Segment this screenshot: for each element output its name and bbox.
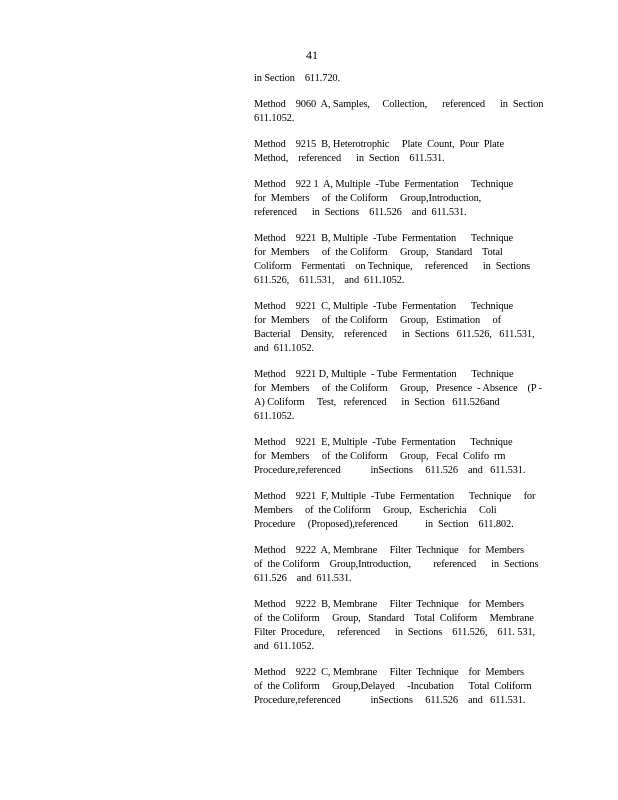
page-number: 41 <box>306 48 318 62</box>
paragraph <box>254 72 540 86</box>
text-line: Method 922 1 A, Multiple -Tube Fermentation Technique <box>254 179 514 190</box>
paragraph <box>254 138 540 166</box>
text-line: Method 9221 F, Multiple -Tube Fermentation Technique for <box>254 491 536 502</box>
text-line: Method, referenced in Section 611.531. <box>254 153 445 164</box>
paragraph <box>254 436 540 478</box>
text-line: Method 9222 A, Membrane Filter Technique for Members <box>254 545 524 556</box>
text-line: Method 9221 D, Multiple - Tube Fermentation Technique <box>254 369 514 380</box>
paragraph <box>254 232 540 288</box>
text-line: Method 9222 C, Membrane Filter Technique for Members <box>254 667 524 678</box>
text-line: A) Coliform Test, referenced in Section 611.526and <box>254 397 500 408</box>
paragraph <box>254 300 540 356</box>
paragraph <box>254 544 540 586</box>
text-line: Procedure (Proposed),referenced in Section 611.802. <box>254 519 514 530</box>
paragraph <box>254 178 540 220</box>
text-line: 611.1052. <box>254 411 295 422</box>
text-line: Method 9060 A, Samples, Collection, referenced in Section <box>254 99 544 110</box>
text-line: Coliform Fermentati on Technique, referenced in Sections <box>254 261 531 272</box>
text-line: 611.1052. <box>254 113 295 124</box>
paragraph <box>254 666 540 708</box>
text-line: Filter Procedure, referenced in Sections 611.526, 611. 531, <box>254 627 536 638</box>
text-line: 611.526 and 611.531. <box>254 573 352 584</box>
text-line: in Section 611.720. <box>254 73 341 84</box>
text-line: 611.526, 611.531, and 611.1052. <box>254 275 405 286</box>
text-line: referenced in Sections 611.526 and 611.531. <box>254 207 467 218</box>
text-line: Method 9222 B, Membrane Filter Technique for Members <box>254 599 524 610</box>
text-line: Members of the Coliform Group, Escherichia Coli <box>254 505 497 516</box>
text-line: for Members of the Coliform Group, Fecal Colifo rm <box>254 451 506 462</box>
text-line: and 611.1052. <box>254 641 314 652</box>
paragraph <box>254 490 540 532</box>
text-line: for Members of the Coliform Group, Estimation of <box>254 315 501 326</box>
text-line: Method 9221 E, Multiple -Tube Fermentation Technique <box>254 437 513 448</box>
text-line: for Members of the Coliform Group, Standard Total <box>254 247 503 258</box>
text-line: Method 9221 C, Multiple -Tube Fermentation Technique <box>254 301 514 312</box>
paragraph <box>254 368 540 424</box>
text-line: for Members of the Coliform Group, Presence - Absence (P - <box>254 383 542 394</box>
document-body <box>254 72 544 720</box>
text-line: Method 9221 B, Multiple -Tube Fermentation Technique <box>254 233 514 244</box>
text-line: of the Coliform Group,Delayed -Incubation Total Coliform <box>254 681 532 692</box>
paragraph <box>254 598 540 654</box>
text-line: for Members of the Coliform Group,Introduction, <box>254 193 482 204</box>
paragraph <box>254 98 544 126</box>
text-line: Bacterial Density, referenced in Sections 611.526, 611.531, <box>254 329 535 340</box>
text-line: of the Coliform Group,Introduction, referenced in Sections <box>254 559 539 570</box>
text-line: of the Coliform Group, Standard Total Coliform Membrane <box>254 613 534 624</box>
text-line: and 611.1052. <box>254 343 314 354</box>
text-line: Procedure,referenced inSections 611.526 and 611.531. <box>254 465 526 476</box>
text-line: Method 9215 B, Heterotrophic Plate Count, Pour Plate <box>254 139 504 150</box>
text-line: Procedure,referenced inSections 611.526 and 611.531. <box>254 695 526 706</box>
